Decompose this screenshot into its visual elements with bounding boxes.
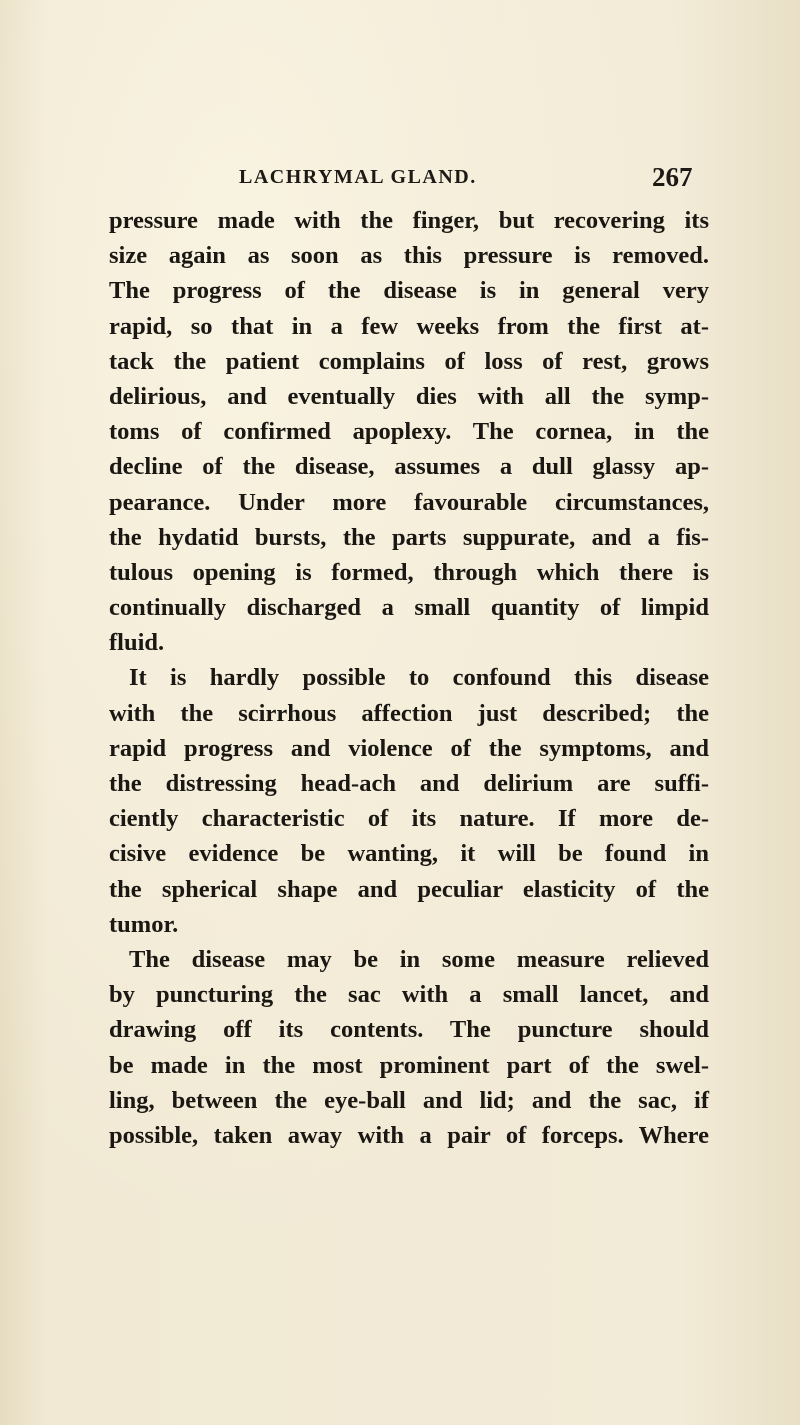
text-line: toms of confirmed apoplexy. The cornea, in the — [109, 418, 709, 446]
text-line: size again as soon as this pressure is removed. — [109, 242, 709, 270]
text-line: ling, between the eye-ball and lid; and the sac, if — [109, 1086, 709, 1114]
running-title: LACHRYMAL GLAND. — [239, 166, 477, 188]
text-line: continually discharged a small quantity of limpid — [109, 594, 709, 622]
body-text — [109, 203, 709, 1153]
text-line: drawing off its contents. The puncture should — [109, 1016, 709, 1044]
text-line: tumor. — [109, 910, 179, 938]
running-head — [0, 162, 800, 196]
text-line: decline of the disease, assumes a dull glassy ap- — [109, 453, 709, 481]
text-line: It is hardly possible to confound this disease — [129, 664, 709, 692]
text-line: the hydatid bursts, the parts suppurate, and a fis- — [109, 523, 709, 551]
text-line: pressure made with the finger, but recovering its — [109, 207, 709, 234]
text-line: delirious, and eventually dies with all the symp- — [109, 382, 709, 410]
text-line: the distressing head-ach and delirium are suffi- — [109, 770, 709, 797]
text-line: pearance. Under more favourable circumstances, — [109, 488, 709, 516]
text-line: be made in the most prominent part of the swel- — [109, 1051, 709, 1079]
text-line: fluid. — [109, 629, 165, 657]
text-line: ciently characteristic of its nature. If more de- — [109, 805, 709, 833]
text-line: by puncturing the sac with a small lancet, and — [109, 981, 709, 1009]
text-line: with the scirrhous affection just described; the — [109, 699, 709, 727]
page-number: 267 — [652, 162, 693, 192]
text-line: possible, taken away with a pair of forceps. Where — [109, 1121, 709, 1149]
text-line: tack the patient complains of loss of rest, grows — [109, 347, 709, 375]
text-line: rapid, so that in a few weeks from the first at- — [109, 312, 709, 340]
text-line: cisive evidence be wanting, it will be found in — [109, 840, 709, 868]
text-line: the spherical shape and peculiar elasticity of the — [109, 875, 709, 903]
text-line: rapid progress and violence of the symptoms, and — [109, 734, 709, 762]
text-line: The progress of the disease is in general very — [109, 277, 709, 305]
text-line: The disease may be in some measure relieved — [129, 945, 709, 973]
text-line: tulous opening is formed, through which there is — [109, 558, 709, 586]
